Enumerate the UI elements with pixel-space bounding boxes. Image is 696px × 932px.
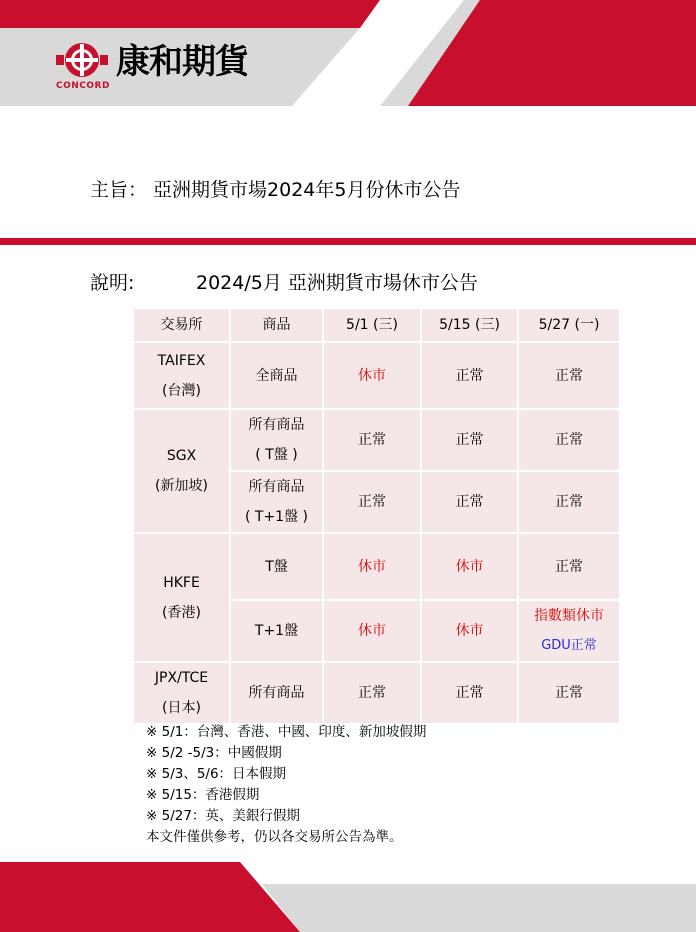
header-date-2: 5/15 (三) bbox=[421, 308, 518, 342]
exchange-cell bbox=[133, 342, 230, 409]
status-cell: 休市 bbox=[323, 600, 421, 662]
product-cell: 全商品 bbox=[230, 342, 323, 409]
header-exchange: 交易所 bbox=[133, 308, 230, 342]
status-cell: 休市 bbox=[323, 533, 421, 600]
status-cell: 休市 bbox=[323, 342, 421, 409]
header-product: 商品 bbox=[230, 308, 323, 342]
status-cell: 休市 bbox=[421, 533, 518, 600]
logo-english-text: CONCORD bbox=[56, 81, 110, 91]
status-cell: 正常 bbox=[323, 409, 421, 471]
status-cell: 正常 bbox=[421, 471, 518, 533]
product-cell bbox=[230, 471, 323, 533]
holiday-table bbox=[132, 307, 621, 725]
exchange-cell bbox=[133, 533, 230, 662]
status-cell: 正常 bbox=[421, 662, 518, 724]
table-header-row bbox=[133, 308, 620, 342]
product-name: 所有商品 bbox=[248, 417, 305, 433]
gdu-normal-text: GDU正常 bbox=[541, 638, 597, 653]
exchange-name: TAIFEX bbox=[157, 352, 206, 369]
table-row-hkfe-t bbox=[133, 533, 620, 600]
exchange-name: SGX bbox=[166, 448, 197, 464]
status-cell bbox=[518, 600, 620, 662]
exchange-cell bbox=[133, 662, 230, 724]
exchange-cell bbox=[133, 409, 230, 533]
index-closed-text: 指數類休市 bbox=[534, 608, 604, 624]
product-name: 所有商品 bbox=[248, 479, 305, 495]
status-cell: 正常 bbox=[421, 409, 518, 471]
status-cell: 正常 bbox=[518, 409, 620, 471]
table-row-sgx-t bbox=[133, 409, 620, 471]
status-cell: 正常 bbox=[323, 471, 421, 533]
exchange-region: (台灣) bbox=[162, 382, 201, 399]
status-cell: 正常 bbox=[421, 342, 518, 409]
company-logo bbox=[54, 40, 294, 96]
footer-decoration bbox=[0, 862, 696, 932]
header-date-1: 5/1 (三) bbox=[323, 308, 421, 342]
status-cell: 正常 bbox=[518, 342, 620, 409]
logo-chinese-text: 康和期貨 bbox=[116, 42, 248, 82]
status-cell: 正常 bbox=[518, 662, 620, 724]
exchange-region: (新加坡) bbox=[155, 478, 208, 494]
table-row-taifex bbox=[133, 342, 620, 409]
description-title: 2024/5月 亞洲期貨市場休市公告 bbox=[196, 272, 478, 294]
note-item: ※ 5/27：英、美銀行假期 bbox=[146, 808, 300, 824]
note-item: ※ 5/1：台灣、香港、中國、印度、新加坡假期 bbox=[146, 724, 427, 740]
product-cell bbox=[230, 409, 323, 471]
exchange-region: (日本) bbox=[162, 700, 201, 716]
section-divider bbox=[0, 238, 696, 245]
note-item: ※ 5/3、5/6：日本假期 bbox=[146, 766, 287, 782]
table-row-jpx bbox=[133, 662, 620, 724]
exchange-name: JPX/TCE bbox=[154, 670, 209, 686]
status-cell: 休市 bbox=[421, 600, 518, 662]
product-session: ( T盤 ) bbox=[255, 447, 298, 463]
product-cell: 所有商品 bbox=[230, 662, 323, 724]
concord-logo-icon bbox=[54, 40, 110, 80]
note-item: ※ 5/2 -5/3：中國假期 bbox=[146, 745, 282, 761]
header-date-3: 5/27 (一) bbox=[518, 308, 620, 342]
exchange-name: HKFE bbox=[163, 574, 200, 591]
product-cell: T盤 bbox=[230, 533, 323, 600]
exchange-region: (香港) bbox=[162, 604, 201, 621]
description-label: 說明: bbox=[90, 272, 135, 294]
product-session: ( T+1盤 ) bbox=[244, 509, 308, 525]
status-cell: 正常 bbox=[323, 662, 421, 724]
product-cell: T+1盤 bbox=[230, 600, 323, 662]
status-cell: 正常 bbox=[518, 471, 620, 533]
note-item: ※ 5/15：香港假期 bbox=[146, 787, 260, 803]
notes-list bbox=[146, 722, 426, 848]
subject-line: 主旨： 亞洲期貨市場2024年5月份休市公告 bbox=[90, 179, 461, 201]
disclaimer: 本文件僅供參考，仍以各交易所公告為準。 bbox=[146, 829, 403, 845]
status-cell: 正常 bbox=[518, 533, 620, 600]
